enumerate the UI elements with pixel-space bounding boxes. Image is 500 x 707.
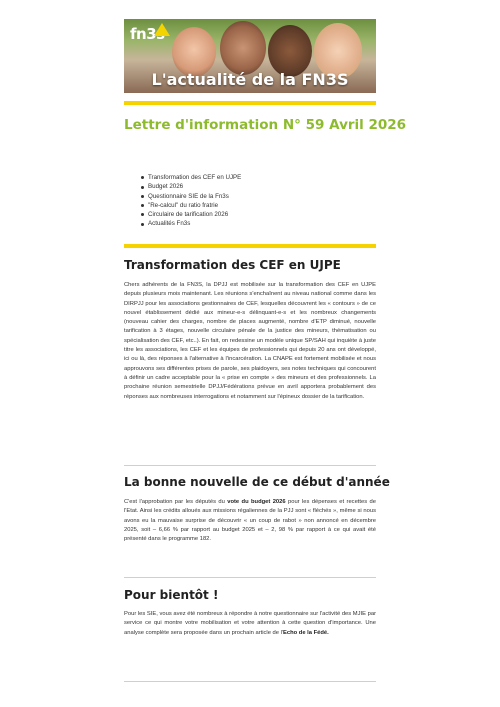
fn3s-logo: fn3s [130,25,165,43]
toc-item[interactable]: Circulaire de tarification 2026 [140,210,241,219]
toc-item[interactable]: Actualités Fn3s [140,219,241,228]
section-divider [124,681,376,682]
section-title: Pour bientôt ! [124,588,219,602]
header-banner-image [124,19,376,93]
section-divider [124,465,376,466]
newsletter-title: Lettre d'information N° 59 Avril 2026 [124,117,407,133]
logo-triangle-icon [154,23,170,36]
bold-phrase: Echo de la Fédé. [283,629,329,636]
toc-item[interactable]: Transformation des CEF en UJPE [140,173,241,182]
banner-title: L'actualité de la FN3S [151,70,349,89]
section-body: Chers adhérents de la FN3S, la DPJJ est mobilisée sur la transformation des CEF en UJPE depuis plusieurs mois maintenant. Les réunions s'enchaînent au niveau national comme dans les DIRPJJ pour les associations gestionnaires de CEF, lesquelles découvrent les « contours » de ce nouvel établissement dédié aux mineur-e-s délinquant-e-s et les nombreux changements (nouveau cahier des charges, nombre de places augmenté, nombre d'ETP diminué, nouvelle tarification à 3 étages, nouvelle circulaire pénale de la justice des mineurs, thématisation ou spécialisation des CEF, etc..). En fait, on redessine un modèle unique SP/SAH qui inquiète à juste titre les associations, les CEF et les équipes de professionnels qui depuis 20 ans ont développé, ici ou là, des réponses à l'alternative à l'incarcération. La CNAPE est fortement mobilisée et nous approuvons ses différentes prises de parole, ses plaidoyers, ses notes techniques qui concourent à définir un cadre acceptable pour la « prise en compte » des mineurs et des professionnels. La prochaine réunion semestrielle DPJJ/Fédérations prévue en avril apportera probablement des réponses aux nombreuses interrogations et notamment sur l'épineux dossier de la tarification. [124,282,376,400]
child-photo [220,21,266,75]
section-divider [124,577,376,578]
table-of-contents [140,173,241,229]
section-body: Pour les SIE, vous avez été nombreux à répondre à notre questionnaire sur l'activité des MJIE par service ce qui montre votre mobilisation et votre attention à cette question d'importance. Une analyse complète sera proposée dans un prochain article de l'Echo de la Fédé. [124,611,376,636]
section-body: C'est l'approbation par les députés du vote du budget 2026 pour les dépenses et recettes de l'Etat. Ainsi les crédits alloués aux missions régaliennes de la PJJ sont « fléchés », même si nous avons eu la mauvaise surprise de découvrir « un coup de rabot » non annoncé en décembre 2025, soit – 6,66 % par rapport au budget 2025 et – 2, 98 % par rapport à ce qui avait été présenté dans le programme 182. [124,499,376,543]
yellow-divider [124,244,376,248]
bold-phrase: vote du budget 2026 [227,499,286,505]
toc-item[interactable]: "Re-calcul" du ratio fratrie [140,201,241,210]
yellow-divider [124,101,376,105]
toc-item[interactable]: Budget 2026 [140,182,241,191]
toc-item[interactable]: Questionnaire SIE de la Fn3s [140,192,241,201]
section-title: La bonne nouvelle de ce début d'année [124,475,390,489]
section-title: Transformation des CEF en UJPE [124,258,341,272]
